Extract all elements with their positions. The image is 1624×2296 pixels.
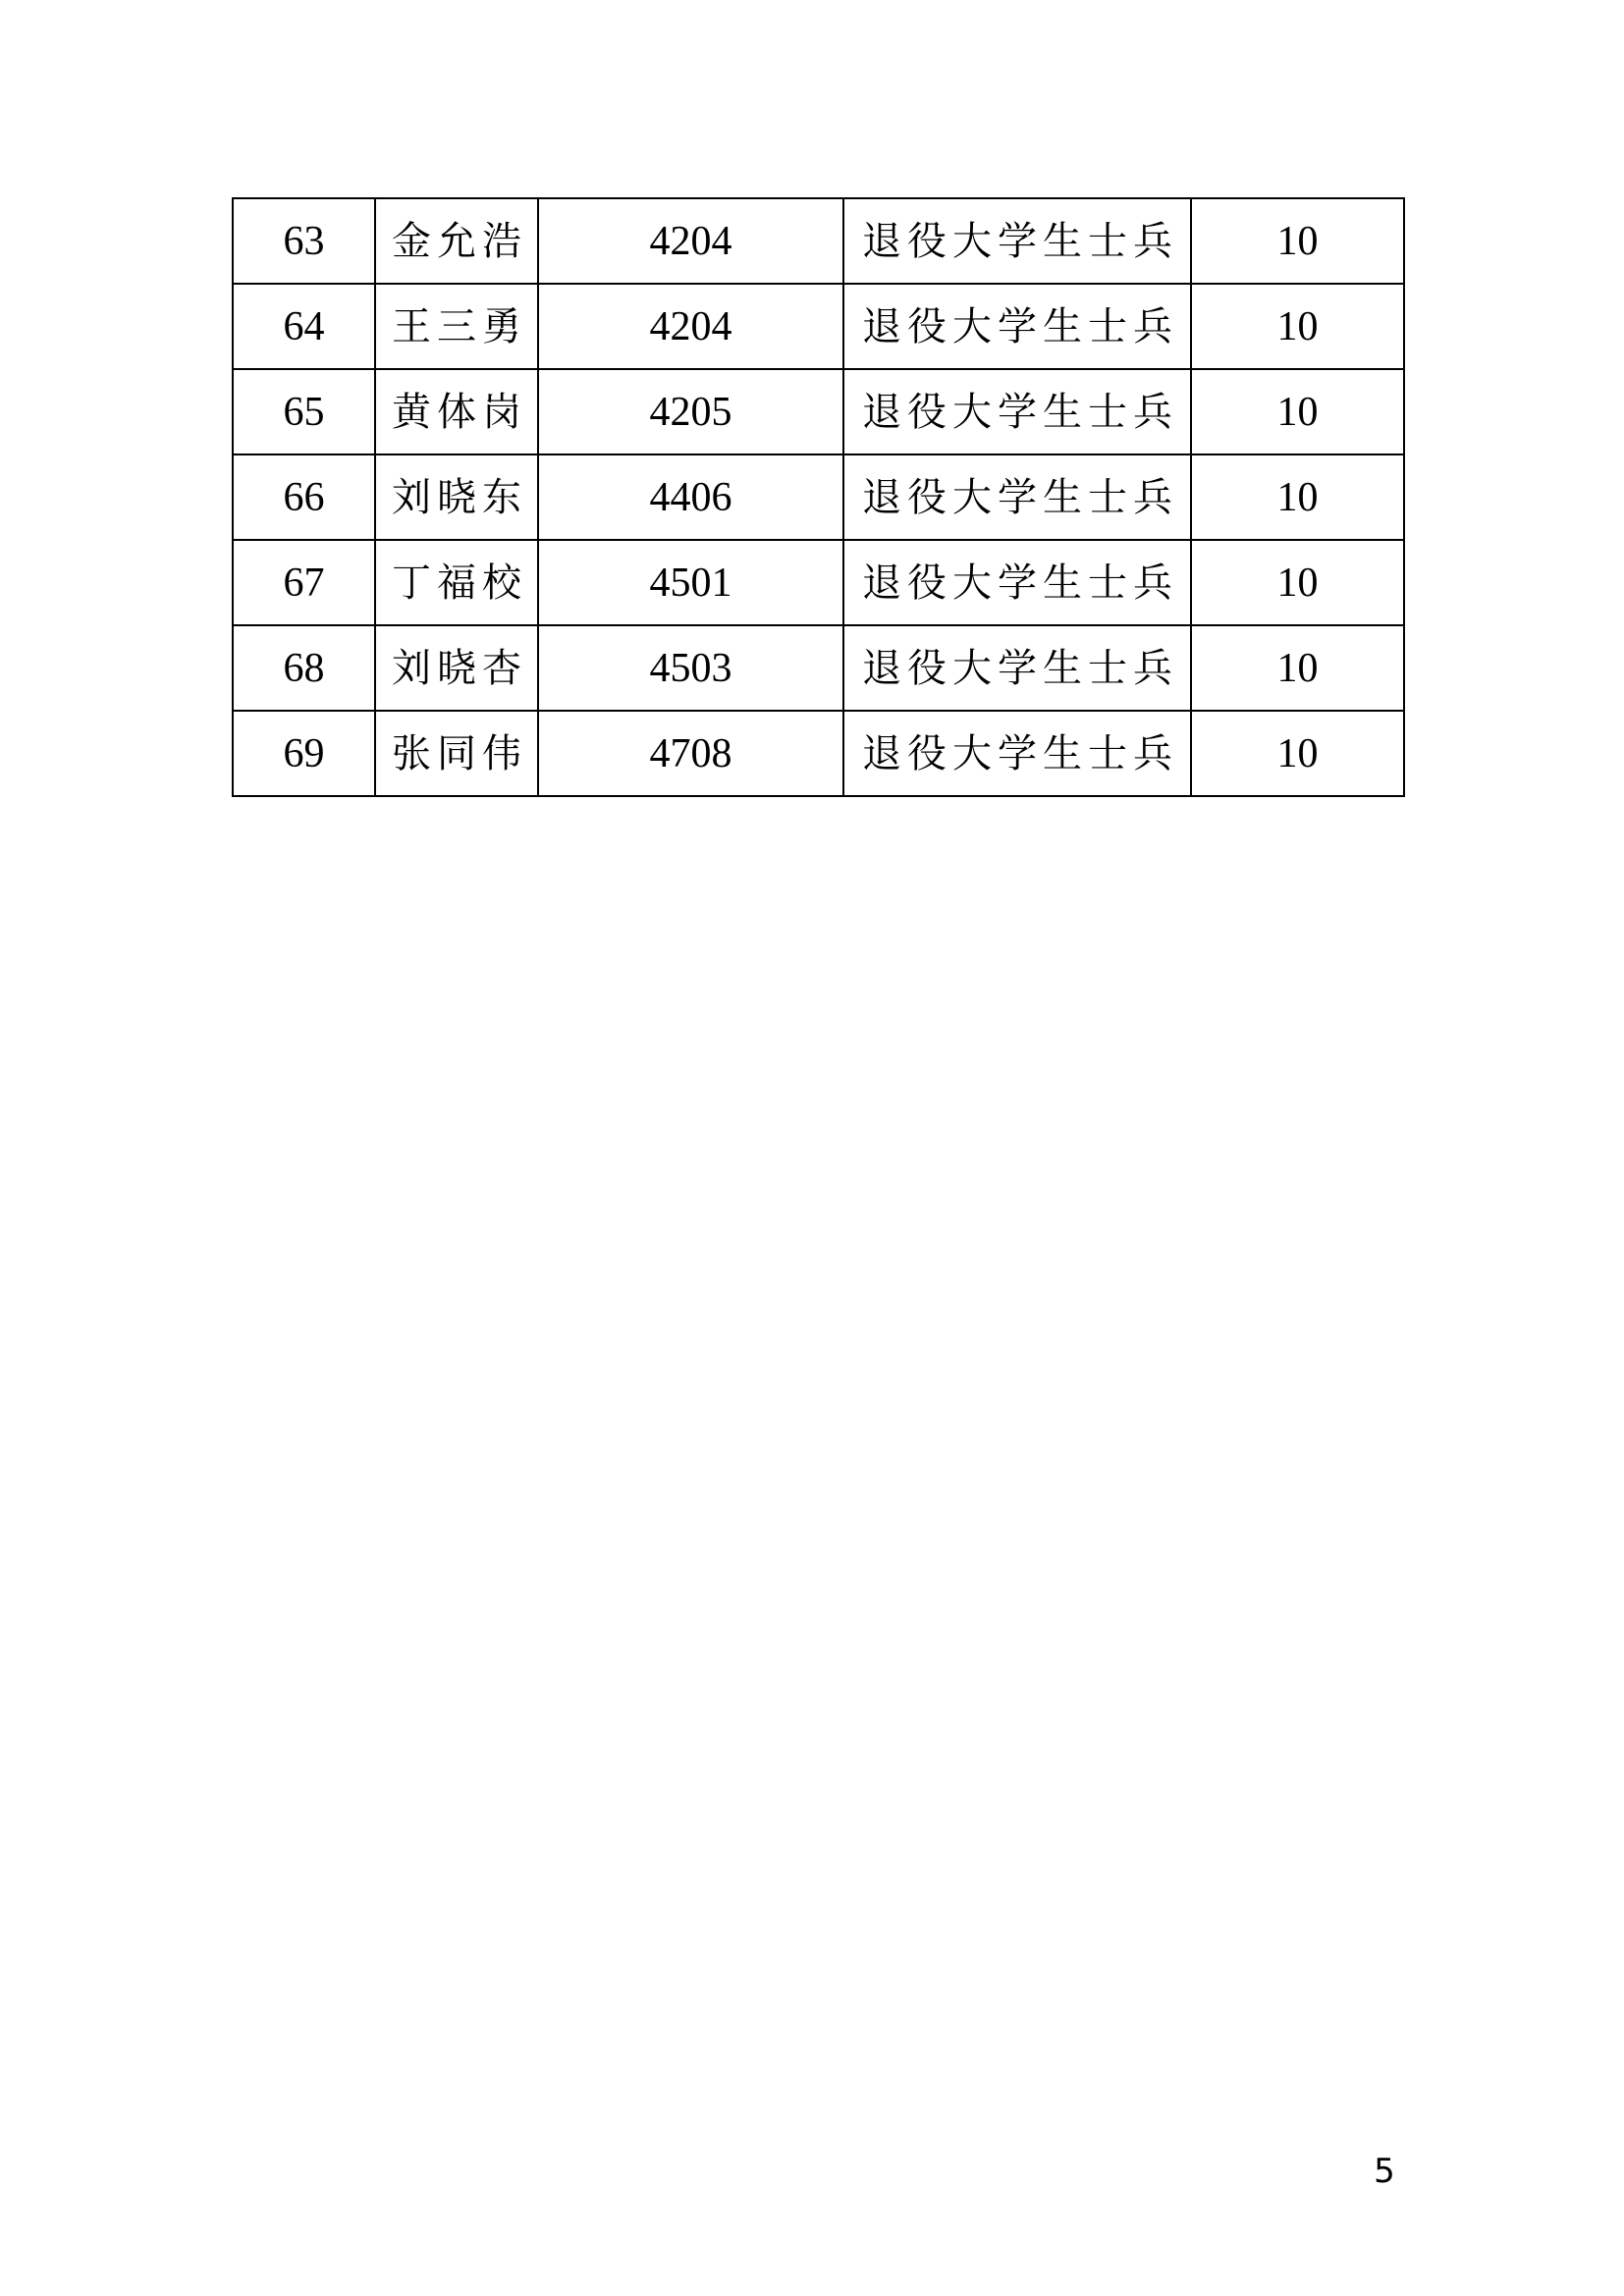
name-cell: 黄体岗 <box>375 369 538 454</box>
table-row <box>233 454 1404 540</box>
page-number: 5 <box>1374 2152 1395 2191</box>
category-cell: 退役大学生士兵 <box>843 369 1191 454</box>
name-cell: 刘晓东 <box>375 454 538 540</box>
code-cell: 4204 <box>538 284 843 369</box>
category-cell: 退役大学生士兵 <box>843 625 1191 711</box>
code-cell: 4501 <box>538 540 843 625</box>
category-cell: 退役大学生士兵 <box>843 540 1191 625</box>
code-cell: 4205 <box>538 369 843 454</box>
score-cell: 10 <box>1191 625 1404 711</box>
score-cell: 10 <box>1191 711 1404 796</box>
score-cell: 10 <box>1191 198 1404 284</box>
name-cell: 金允浩 <box>375 198 538 284</box>
name-cell: 刘晓杏 <box>375 625 538 711</box>
table-row <box>233 711 1404 796</box>
row-number-cell: 67 <box>233 540 375 625</box>
table-row <box>233 369 1404 454</box>
code-cell: 4708 <box>538 711 843 796</box>
row-number-cell: 68 <box>233 625 375 711</box>
code-cell: 4503 <box>538 625 843 711</box>
category-cell: 退役大学生士兵 <box>843 711 1191 796</box>
row-number-cell: 63 <box>233 198 375 284</box>
table-row <box>233 540 1404 625</box>
score-cell: 10 <box>1191 540 1404 625</box>
category-cell: 退役大学生士兵 <box>843 454 1191 540</box>
row-number-cell: 66 <box>233 454 375 540</box>
score-cell: 10 <box>1191 454 1404 540</box>
code-cell: 4406 <box>538 454 843 540</box>
score-cell: 10 <box>1191 284 1404 369</box>
row-number-cell: 65 <box>233 369 375 454</box>
category-cell: 退役大学生士兵 <box>843 198 1191 284</box>
score-cell: 10 <box>1191 369 1404 454</box>
table-row <box>233 625 1404 711</box>
table-row <box>233 198 1404 284</box>
row-number-cell: 69 <box>233 711 375 796</box>
row-number-cell: 64 <box>233 284 375 369</box>
name-cell: 王三勇 <box>375 284 538 369</box>
code-cell: 4204 <box>538 198 843 284</box>
name-cell: 张同伟 <box>375 711 538 796</box>
category-cell: 退役大学生士兵 <box>843 284 1191 369</box>
table-row <box>233 284 1404 369</box>
name-cell: 丁福校 <box>375 540 538 625</box>
roster-table <box>232 197 1405 797</box>
